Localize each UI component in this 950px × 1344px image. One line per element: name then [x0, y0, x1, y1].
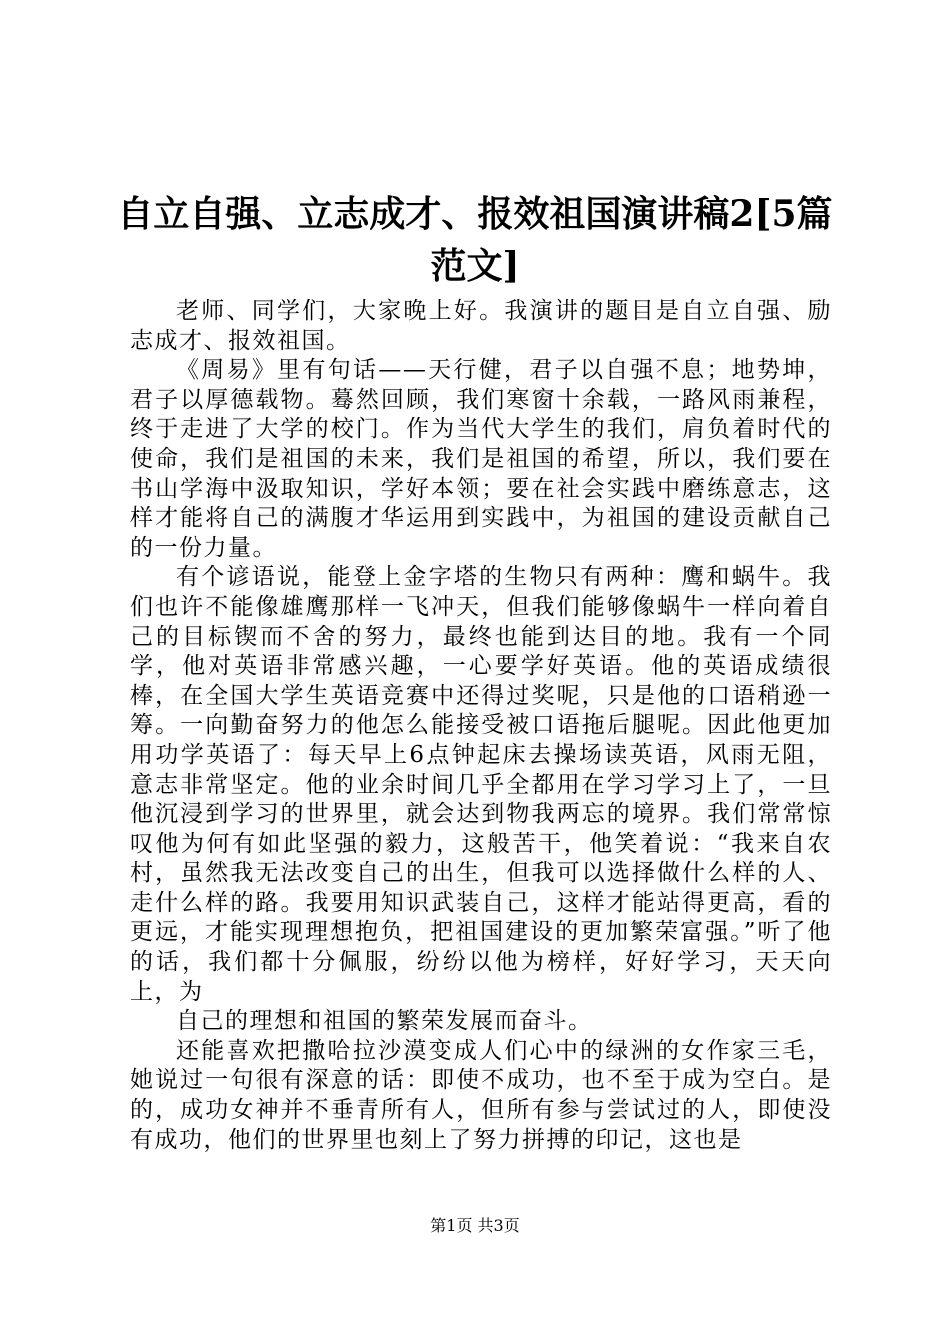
- document-body: [130, 297, 832, 1155]
- paragraph: 自己的理想和祖国的繁荣发展而奋斗。: [176, 1008, 593, 1035]
- page-footer: 第1页 共3页: [430, 1216, 520, 1235]
- paragraph: 还能喜欢把撒哈拉沙漠变成人们心中的绿洲的女作家三毛，她说过一句很有深意的话：即使不成功，也不至于成为空白。是的，成功女神并不垂青所有人，但所有参与尝试过的人，即使没有成功，他们的世界里也刻上了努力拼搏的印记，这也是: [130, 1037, 832, 1153]
- paragraph: 《周易》里有句话——天行健，君子以自强不息；地势坤，君子以厚德载物。蓦然回顾，我们寒窗十余载，一路风雨兼程，终于走进了大学的校门。作为当代大学生的我们，肩负着时代的使命，我们是祖国的未来，我们是祖国的希望，所以，我们要在书山学海中汲取知识，学好本领；要在社会实践中磨练意志，这样才能将自己的满腹才华运用到实践中，为祖国的建设贡献自己的一份力量。: [130, 357, 832, 561]
- paragraph: 老师、同学们，大家晚上好。我演讲的题目是自立自强、励志成才、报效祖国。: [130, 298, 832, 354]
- paragraph: 有个谚语说，能登上金字塔的生物只有两种：鹰和蜗牛。我们也许不能像雄鹰那样一飞冲天，但我们能够像蜗牛一样向着自己的目标锲而不舍的努力，最终也能到达目的地。我有一个同学，他对英语非常感兴趣，一心要学好英语。他的英语成绩很棒，在全国大学生英语竞赛中还得过奖呢，只是他的口语稍逊一筹。一向勤奋努力的他怎么能接受被口语拖后腿呢。因此他更加用功学英语了：每天早上6点钟起床去操场读英语，风雨无阻，意志非常坚定。他的业余时间几乎全都用在学习学习上了，一旦他沉浸到学习的世界里，就会达到物我两忘的境界。我们常常惊叹他为何有如此坚强的毅力，这般苦干，他笑着说：“我来自农村，虽然我无法改变自己的出生，但我可以选择做什么样的人、走什么样的路。我要用知识武装自己，这样才能站得更高，看的更远，才能实现理想抱负，把祖国建设的更加繁荣富强。”听了他的话，我们都十分佩服，纷纷以他为榜样，好好学习，天天向上，为: [130, 564, 832, 1005]
- document-title: 自立自强、立志成才、报效祖国演讲稿2[5篇范文]: [117, 193, 833, 287]
